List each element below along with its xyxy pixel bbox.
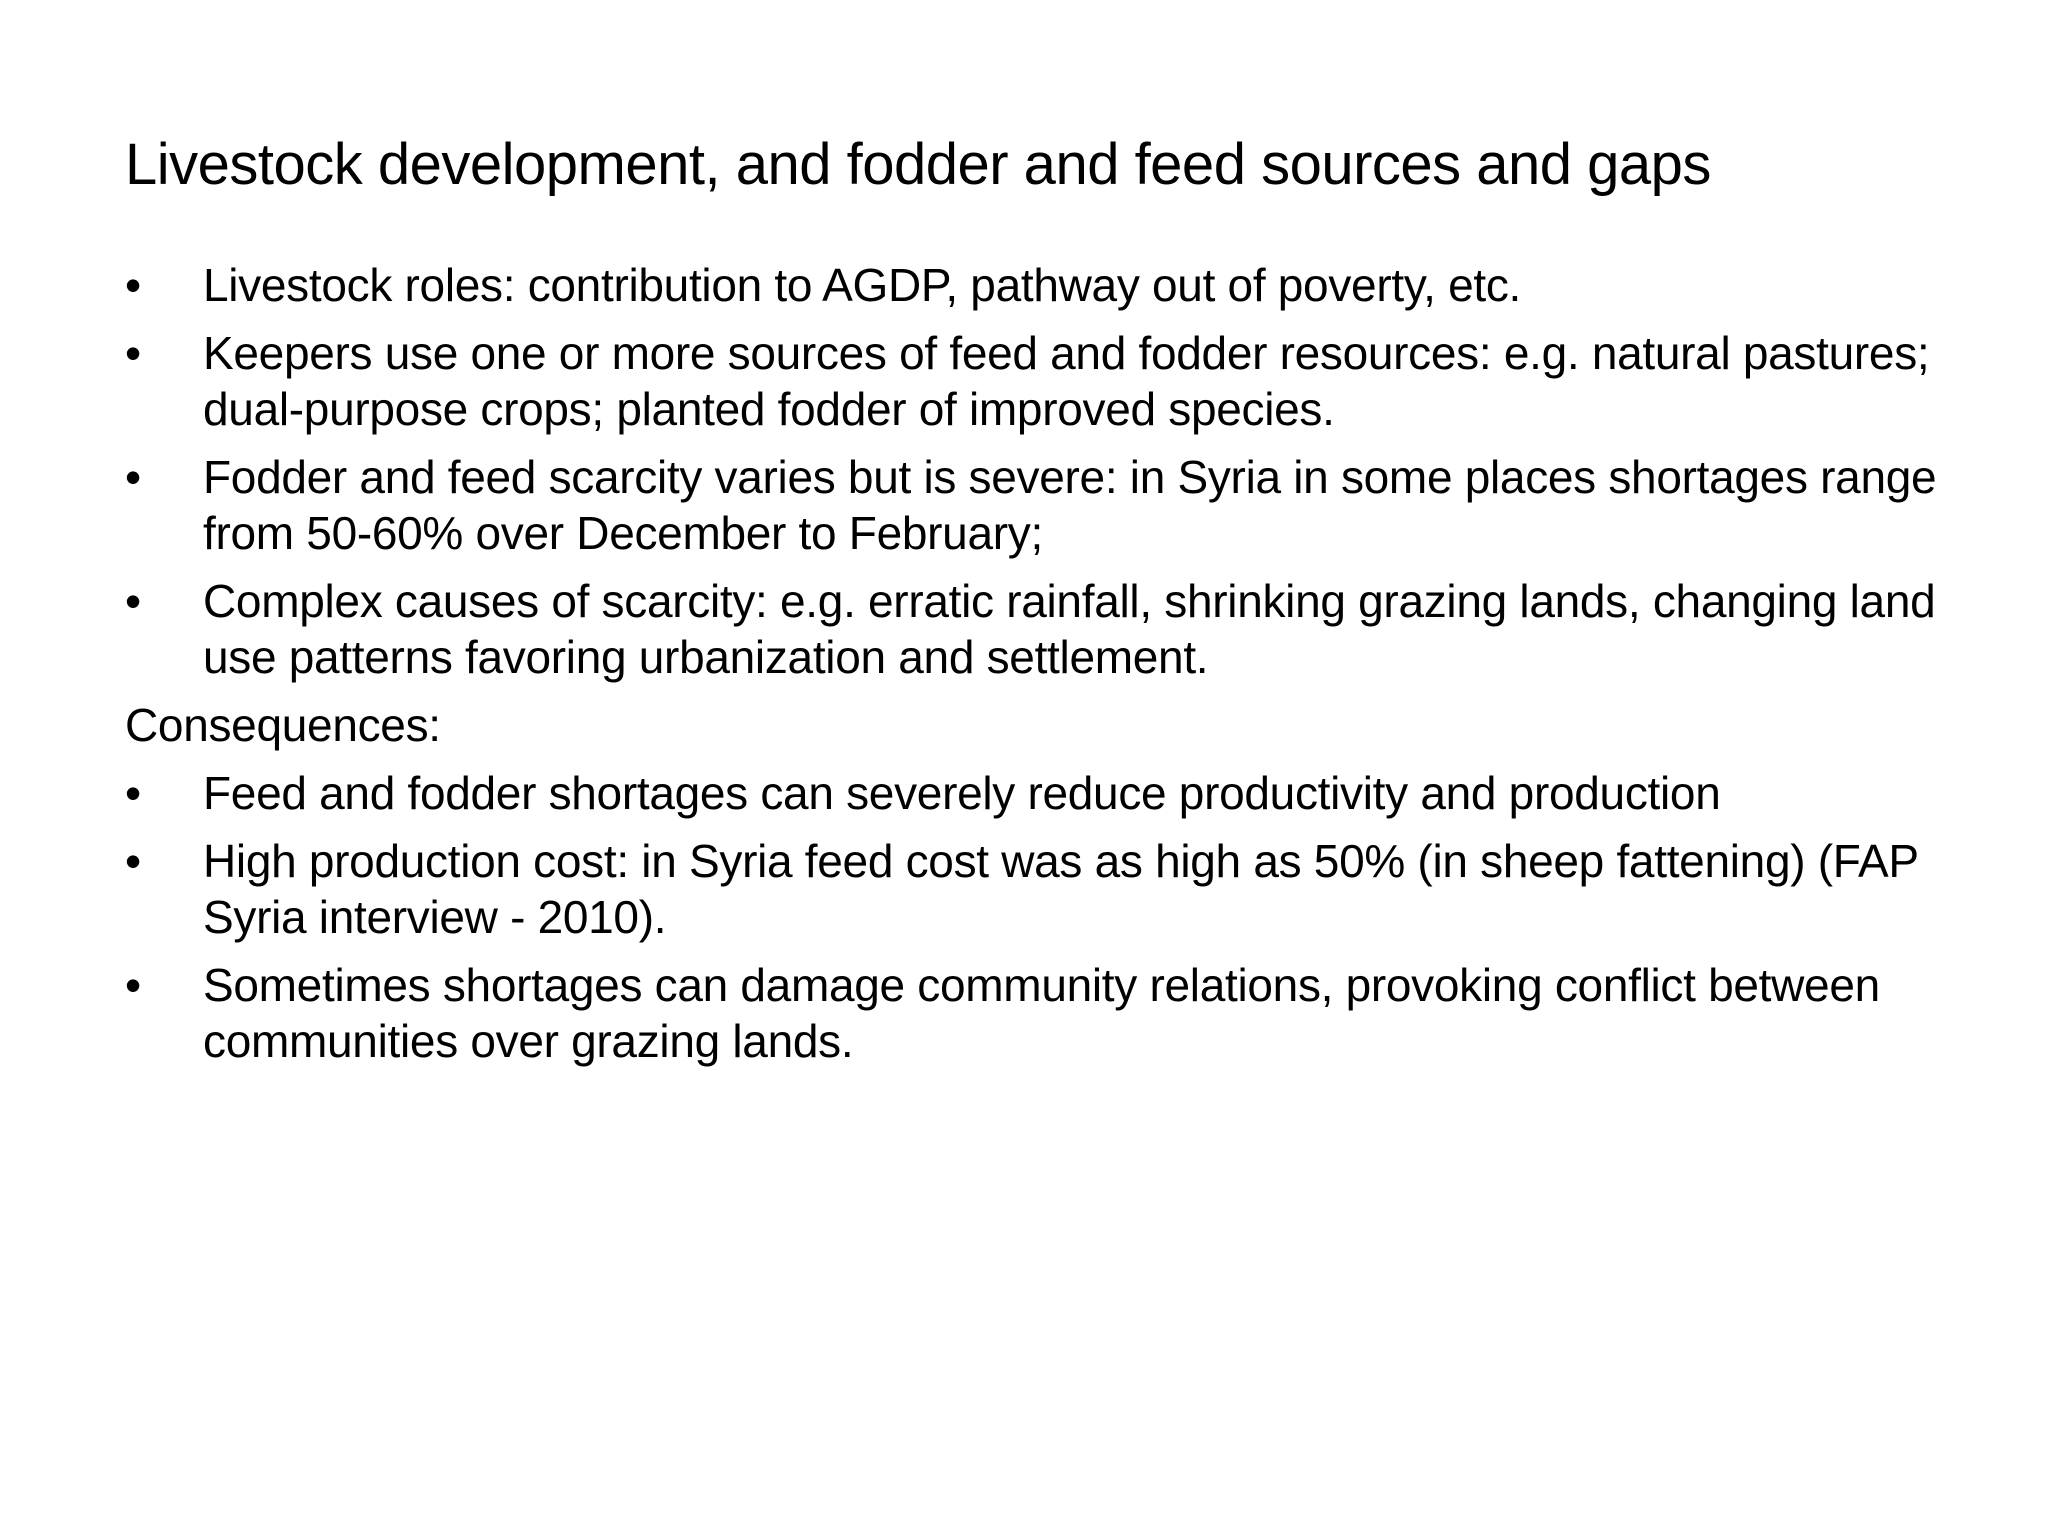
consequence-item (125, 957, 1955, 1069)
consequence-item (125, 765, 1955, 821)
bullet-text: Fodder and feed scarcity varies but is severe: in Syria in some places shortages range from 50-60% over December to February; (203, 451, 1937, 559)
consequence-text: High production cost: in Syria feed cost was as high as 50% (in sheep fattening) (FAP Syria interview - 2010). (203, 835, 1918, 943)
consequence-text: Feed and fodder shortages can severely reduce productivity and production (203, 767, 1721, 819)
bullet-icon: • (125, 259, 141, 311)
bullet-text: Complex causes of scarcity: e.g. erratic rainfall, shrinking grazing lands, changing land use patterns favoring urbanization and settlement. (203, 575, 1936, 683)
bullet-item (125, 257, 1955, 313)
bullet-icon: • (125, 451, 141, 503)
consequences-heading: Consequences: (125, 699, 441, 751)
bullet-item (125, 325, 1955, 437)
slide-body (125, 257, 1955, 1081)
bullet-icon: • (125, 767, 141, 819)
bullet-text: Livestock roles: contribution to AGDP, pathway out of poverty, etc. (203, 259, 1522, 311)
consequence-item (125, 833, 1955, 945)
bullet-item (125, 449, 1955, 561)
bullet-icon: • (125, 575, 141, 627)
slide-title: Livestock development, and fodder and feed sources and gaps (125, 132, 1711, 197)
bullet-icon: • (125, 959, 141, 1011)
bullet-icon: • (125, 327, 141, 379)
bullet-item (125, 573, 1955, 685)
bullet-text: Keepers use one or more sources of feed and fodder resources: e.g. natural pastures; dual-purpose crops; planted fodder of improved species. (203, 327, 1930, 435)
consequence-text: Sometimes shortages can damage community relations, provoking conflict between communities over grazing lands. (203, 959, 1880, 1067)
bullet-icon: • (125, 835, 141, 887)
